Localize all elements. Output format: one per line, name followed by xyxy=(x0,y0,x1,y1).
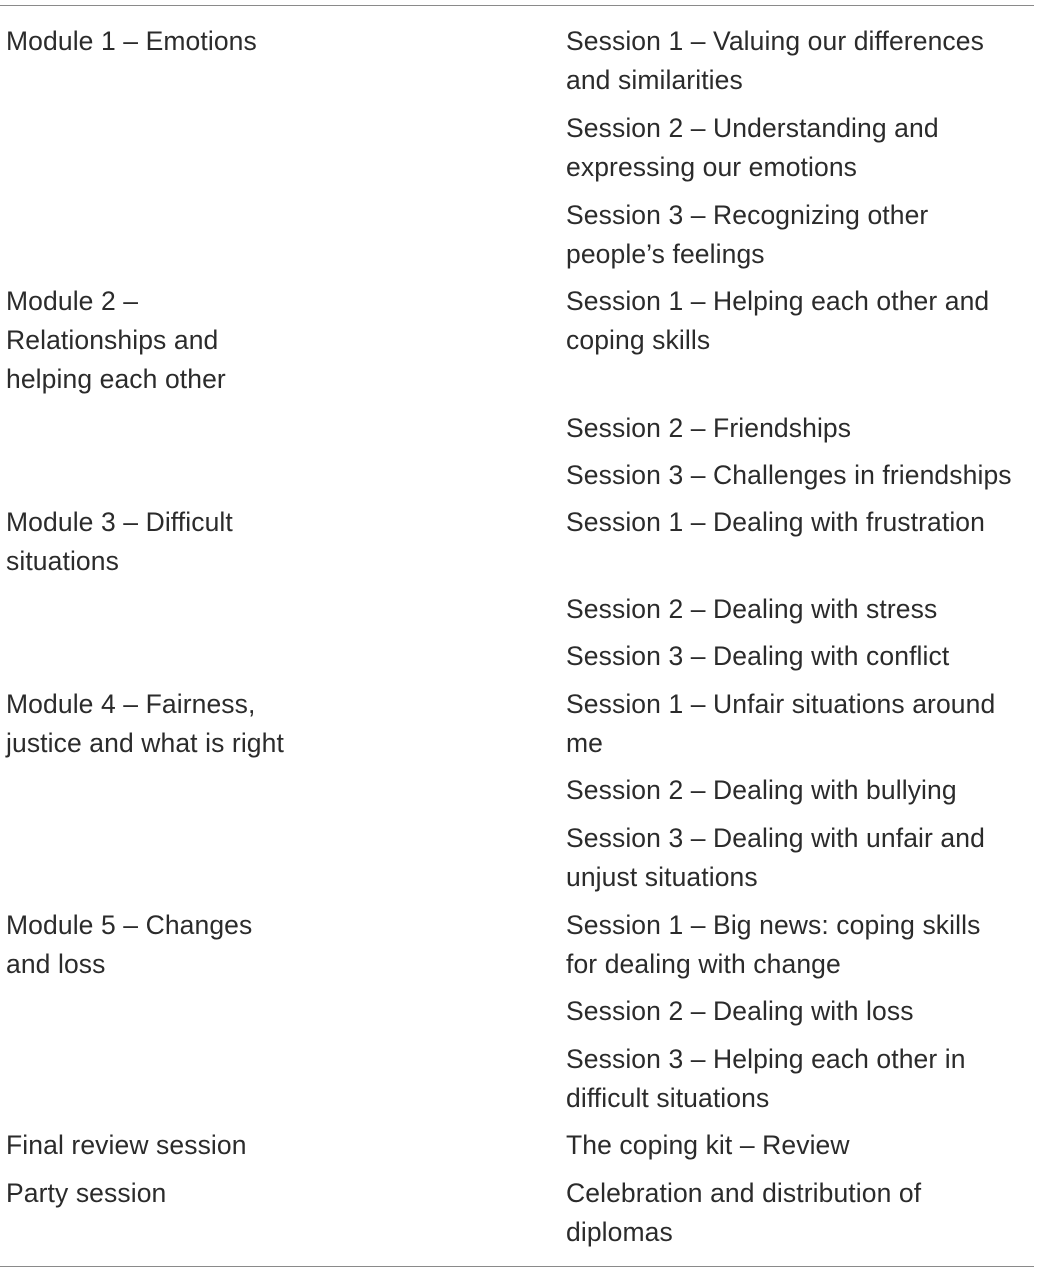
session-line: Session 2 – Dealing with stress xyxy=(566,594,938,624)
session-cell xyxy=(566,637,949,676)
session-cell xyxy=(566,503,985,542)
module-line: and loss xyxy=(6,949,106,979)
module-cell xyxy=(6,1174,166,1213)
module-line: Final review session xyxy=(6,1130,247,1160)
session-cell xyxy=(566,1126,850,1165)
session-line: The coping kit – Review xyxy=(566,1130,850,1160)
session-line: difficult situations xyxy=(566,1083,770,1113)
session-line: expressing our emotions xyxy=(566,152,858,182)
module-cell xyxy=(6,906,252,984)
session-line: Session 3 – Helping each other in xyxy=(566,1044,966,1074)
module-cell xyxy=(6,685,284,763)
session-cell xyxy=(566,685,995,763)
session-cell xyxy=(566,22,984,100)
session-cell xyxy=(566,906,980,984)
module-line: justice and what is right xyxy=(6,728,284,758)
session-line: Session 1 – Helping each other and xyxy=(566,286,990,316)
session-cell xyxy=(566,590,937,629)
session-cell xyxy=(566,819,985,897)
session-line: unjust situations xyxy=(566,862,758,892)
module-line: Module 4 – Fairness, xyxy=(6,689,256,719)
module-line: Module 5 – Changes xyxy=(6,910,253,940)
module-cell xyxy=(6,22,257,61)
session-line: Session 2 – Friendships xyxy=(566,413,852,443)
session-line: and similarities xyxy=(566,65,743,95)
session-line: me xyxy=(566,728,604,758)
module-line: Relationships and xyxy=(6,325,219,355)
session-line: Session 1 – Unfair situations around xyxy=(566,689,996,719)
session-line: diplomas xyxy=(566,1217,673,1247)
module-cell xyxy=(6,1126,247,1165)
session-line: Session 2 – Dealing with bullying xyxy=(566,775,957,805)
session-cell xyxy=(566,456,1012,495)
session-line: Session 3 – Dealing with unfair and xyxy=(566,823,985,853)
session-cell xyxy=(566,1040,966,1118)
module-line: Party session xyxy=(6,1178,167,1208)
session-cell xyxy=(566,282,989,360)
session-line: Session 2 – Dealing with loss xyxy=(566,996,914,1026)
table-bottom-rule xyxy=(0,1266,1034,1267)
module-line: Module 3 – Difficult xyxy=(6,507,233,537)
module-line: situations xyxy=(6,546,119,576)
table-top-rule xyxy=(0,5,1034,6)
session-line: Session 3 – Dealing with conflict xyxy=(566,641,950,671)
session-line: Celebration and distribution of xyxy=(566,1178,922,1208)
session-line: Session 2 – Understanding and xyxy=(566,113,939,143)
session-cell xyxy=(566,409,851,448)
module-line: Module 1 – Emotions xyxy=(6,26,257,56)
session-cell xyxy=(566,771,957,810)
session-line: Session 3 – Recognizing other xyxy=(566,200,929,230)
session-line: coping skills xyxy=(566,325,711,355)
session-line: Session 1 – Dealing with frustration xyxy=(566,507,985,537)
session-cell xyxy=(566,1174,921,1252)
session-line: for dealing with change xyxy=(566,949,841,979)
module-cell xyxy=(6,503,233,581)
module-cell xyxy=(6,282,226,399)
module-line: helping each other xyxy=(6,364,226,394)
session-line: Session 1 – Big news: coping skills xyxy=(566,910,981,940)
session-cell xyxy=(566,196,928,274)
session-line: Session 1 – Valuing our differences xyxy=(566,26,984,56)
session-line: Session 3 – Challenges in friendships xyxy=(566,460,1012,490)
session-cell xyxy=(566,992,914,1031)
session-line: people’s feelings xyxy=(566,239,765,269)
module-line: Module 2 – xyxy=(6,286,139,316)
session-cell xyxy=(566,109,939,187)
